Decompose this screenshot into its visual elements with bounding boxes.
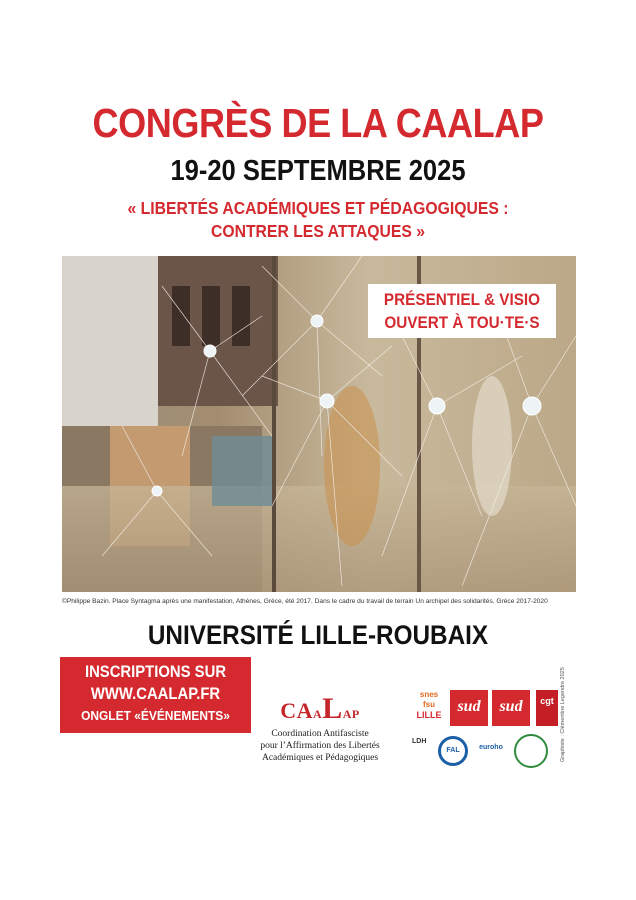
registration-box[interactable] xyxy=(60,657,251,733)
caalap-logo xyxy=(250,692,390,764)
cgt-logo: cgt xyxy=(536,690,558,726)
theme-line-2: CONTRER LES ATTAQUES » xyxy=(210,221,426,241)
registration-tab: ONGLET «ÉVÉNEMENTS» xyxy=(81,708,230,723)
event-dates: 19-20 SEPTEMBRE 2025 xyxy=(170,155,466,187)
caalap-full-name xyxy=(250,728,390,764)
venue-title: UNIVERSITÉ LILLE-ROUBAIX xyxy=(147,620,489,650)
caalap-logo-mark: CAALAP xyxy=(280,692,360,725)
snes-fsu-logo: snes fsu LILLE xyxy=(416,690,442,720)
caalap-name-line-1: Coordination Antifasciste xyxy=(271,729,369,739)
graphic-designer-credit: Graphiste : Clémentine Legendre 2025 xyxy=(560,667,566,762)
registration-url[interactable]: WWW.CAALAP.FR xyxy=(90,685,221,703)
open-to-all: OUVERT À TOU·TE·S xyxy=(384,313,540,332)
theme-line-1: « LIBERTÉS ACADÉMIQUES ET PÉDAGOGIQUES : xyxy=(127,198,509,218)
fal-logo: FAL xyxy=(438,736,468,766)
event-theme xyxy=(32,197,604,243)
caalap-name-line-3: Académiques et Pédagogiques xyxy=(261,753,379,763)
registration-label: INSCRIPTIONS SUR xyxy=(84,663,227,681)
sud-logo: sud xyxy=(450,690,488,726)
ldh-logo: LDH xyxy=(412,738,427,745)
euroho-logo: euroho xyxy=(479,744,503,751)
attendance-mode-box xyxy=(368,284,556,338)
attendance-mode: PRÉSENTIEL & VISIO xyxy=(383,290,541,309)
partner-logos xyxy=(410,688,560,778)
photo-credit: ©Philippe Bazin. Place Syntagma après une manifestation, Athènes, Grèce, été 2017. Dans le cadre du travail de terrain Un archipel des solidarités. Grèce 2017-2020 xyxy=(62,598,548,605)
caalap-name-line-2: pour l’Affirmation des Libertés xyxy=(260,741,380,751)
association-seal-logo xyxy=(514,734,548,768)
sud-logo: sud xyxy=(492,690,530,726)
poster-title: CONGRÈS DE LA CAALAP xyxy=(92,100,544,146)
